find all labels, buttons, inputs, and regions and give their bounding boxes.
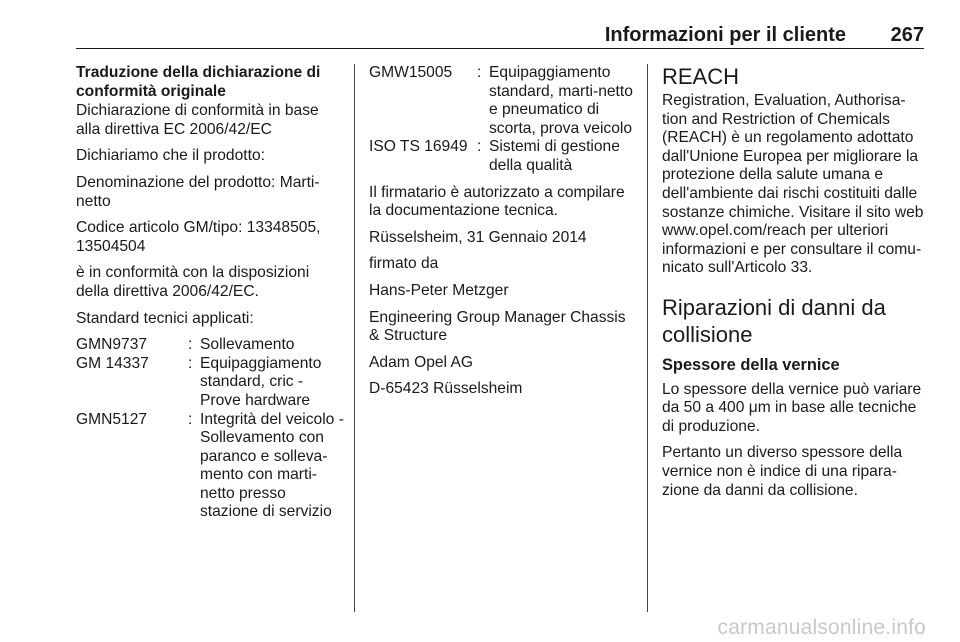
standard-code: GMW15005 [369, 64, 453, 81]
separator: : [477, 64, 482, 81]
table-row [76, 411, 344, 523]
standard-description: Integrità del veicolo - Sollevamento con paranco e solleva-mento con marti-netto presso stazione di servizio [200, 410, 344, 521]
standard-code: GM 14337 [76, 354, 149, 372]
standard-code: GMN9737 [76, 336, 148, 354]
paragraph: Il firmatario è autorizzato a compilare la documentazione tecnica. [369, 183, 625, 220]
standard-description: Equipaggiamento standard, cric - Prove hardware [200, 354, 322, 409]
paragraph: Registration, Evaluation, Authorisa-tion and Restriction of Chemicals (REACH) è un regolamento adottato dall'Unione Europea per migliorare la protezione della salute umana e dell'ambiente dai rischi costituiti dalle sostanze chimiche. Visitare il sito web www.opel.com/reach per ulteriori informazioni e per consultare il comu-nicato sull'Articolo 33. [662, 92, 924, 277]
separator: : [188, 410, 193, 428]
paragraph: Standard tecnici applicati: [76, 309, 254, 327]
standard-description: Sistemi di gestione della qualità [489, 138, 620, 174]
column-divider [354, 64, 355, 612]
paragraph: D-65423 Rüsselsheim [369, 380, 523, 398]
paragraph: Lo spessore della vernice può variare da 50 a 400 μm in base alle tecniche di produzione. [662, 380, 922, 435]
reach-heading: REACH [662, 64, 740, 89]
standard-description: Sollevamento [200, 336, 295, 354]
paragraph: Engineering Group Manager Chassis & Structure [369, 308, 626, 345]
separator: : [188, 336, 193, 354]
standard-code: ISO TS 16949 [369, 138, 468, 156]
collision-repair-heading: Riparazioni di danni da collisione [662, 294, 886, 347]
standard-code: GMN5127 [76, 410, 148, 428]
paragraph: Codice articolo GM/tipo: 13348505, 13504504 [76, 219, 321, 255]
paragraph: è in conformità con la disposizioni della direttiva 2006/42/EC. [76, 264, 310, 300]
page-number: 267 [890, 24, 924, 46]
paragraph: Rüsselsheim, 31 Gennaio 2014 [369, 228, 587, 246]
separator: : [188, 354, 193, 372]
separator: : [477, 138, 482, 156]
paragraph: Adam Opel AG [369, 353, 474, 371]
page-header [76, 24, 924, 49]
standard-description: Equipaggiamento standard, marti-netto e pneumatico di scorta, prova veicolo [489, 64, 633, 137]
table-row [76, 336, 344, 355]
declaration-heading: Traduzione della dichiarazione di conformità originale [76, 64, 321, 100]
column-right [662, 64, 926, 508]
paragraph: Dichiariamo che il prodotto: [76, 147, 265, 165]
paragraph: Hans-Peter Metzger [369, 281, 509, 299]
standards-table [369, 64, 637, 176]
standards-table [76, 336, 344, 522]
table-row [76, 355, 344, 411]
watermark: carmanualsonline.info [717, 616, 926, 639]
column-divider [647, 64, 648, 612]
column-left [76, 64, 344, 530]
paragraph: Dichiarazione di conformità in base alla direttiva EC 2006/42/EC [76, 102, 319, 138]
paragraph: Pertanto un diverso spessore della vernice non è indice di una ripara-zione da danni da collisione. [662, 444, 903, 499]
paragraph: firmato da [369, 255, 439, 273]
paragraph: Denominazione del prodotto: Marti-netto [76, 173, 320, 210]
table-row [369, 64, 637, 138]
paint-thickness-heading: Spessore della vernice [662, 355, 840, 374]
table-row [369, 138, 637, 175]
section-title: Informazioni per il cliente [604, 24, 846, 46]
column-middle [369, 64, 637, 407]
